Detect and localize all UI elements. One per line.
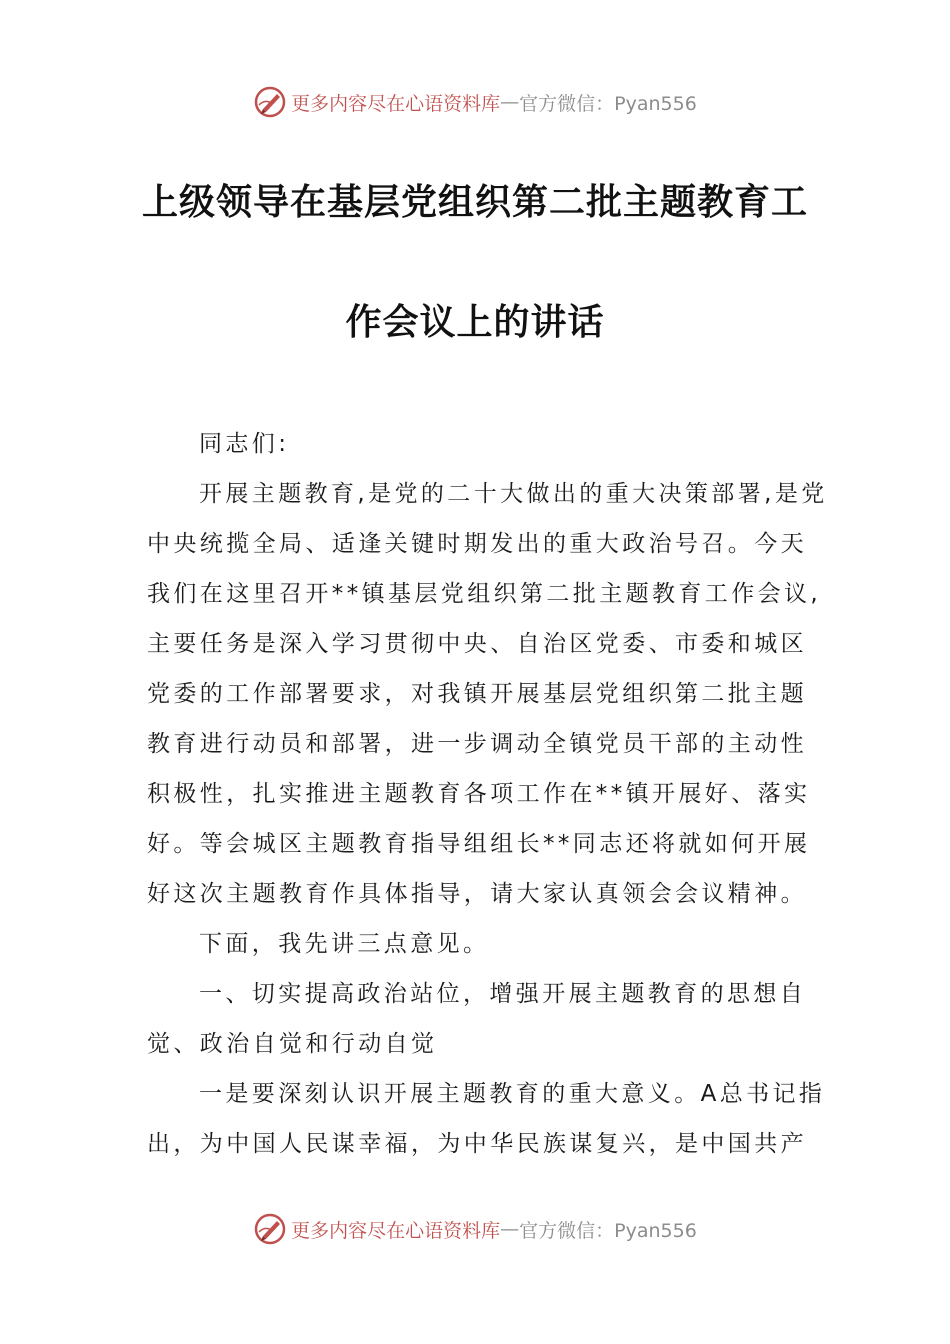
text-line: 教育进行动员和部署，进一步调动全镇党员干部的主动性 — [147, 731, 807, 757]
text-line: 一是要深刻认识开展主题教育的重大意义。A总书记指 — [199, 1081, 826, 1107]
text-line: 一、切实提高政治站位，增强开展主题教育的思想自 — [199, 981, 807, 1007]
banner-dash: — — [500, 91, 520, 113]
text-line: 开展主题教育,是党的二十大做出的重大决策部署,是党 — [199, 481, 828, 507]
document-body — [147, 419, 828, 1169]
text-line: 好。等会城区主题教育指导组组长**同志还将就如何开展 — [147, 831, 811, 857]
header-banner — [0, 82, 950, 122]
banner-text: 更多内容尽在心语资料库 — [291, 1219, 501, 1242]
text-line: 好这次主题教育作具体指导，请大家认真领会会议精神。 — [147, 881, 807, 907]
banner-wechat: 官方微信：Pyan556 — [519, 92, 697, 115]
banner-wechat: 官方微信：Pyan556 — [519, 1219, 697, 1242]
paragraph-salutation — [147, 419, 807, 469]
section-heading-1 — [147, 969, 807, 1069]
text-line: 积极性，扎实推进主题教育各项工作在**镇开展好、落实 — [147, 781, 811, 807]
text-line: 同志们: — [199, 431, 290, 457]
paragraph-point-1 — [147, 1069, 826, 1169]
text-line: 下面，我先讲三点意见。 — [199, 931, 490, 957]
text-line: 党委的工作部署要求，对我镇开展基层党组织第二批主题 — [147, 681, 807, 707]
banner-dash: — — [500, 1218, 520, 1240]
pen-logo-icon — [253, 85, 287, 119]
pen-logo-icon — [253, 1212, 287, 1246]
document-title-line-2: 作会议上的讲话 — [345, 302, 605, 343]
footer-banner — [0, 1209, 950, 1249]
paragraph-transition — [147, 919, 807, 969]
paragraph-intro — [147, 469, 828, 919]
text-line: 觉、政治自觉和行动自觉 — [147, 1031, 438, 1057]
document-title-line-1: 上级领导在基层党组织第二批主题教育工 — [141, 182, 808, 223]
text-line: 出，为中国人民谋幸福，为中华民族谋复兴，是中国共产 — [147, 1131, 807, 1157]
text-line: 我们在这里召开**镇基层党组织第二批主题教育工作会议, — [147, 581, 822, 607]
banner-text: 更多内容尽在心语资料库 — [291, 92, 501, 115]
text-line: 主要任务是深入学习贯彻中央、自治区党委、市委和城区 — [147, 631, 807, 657]
text-line: 中央统揽全局、适逢关键时期发出的重大政治号召。今天 — [147, 531, 807, 557]
